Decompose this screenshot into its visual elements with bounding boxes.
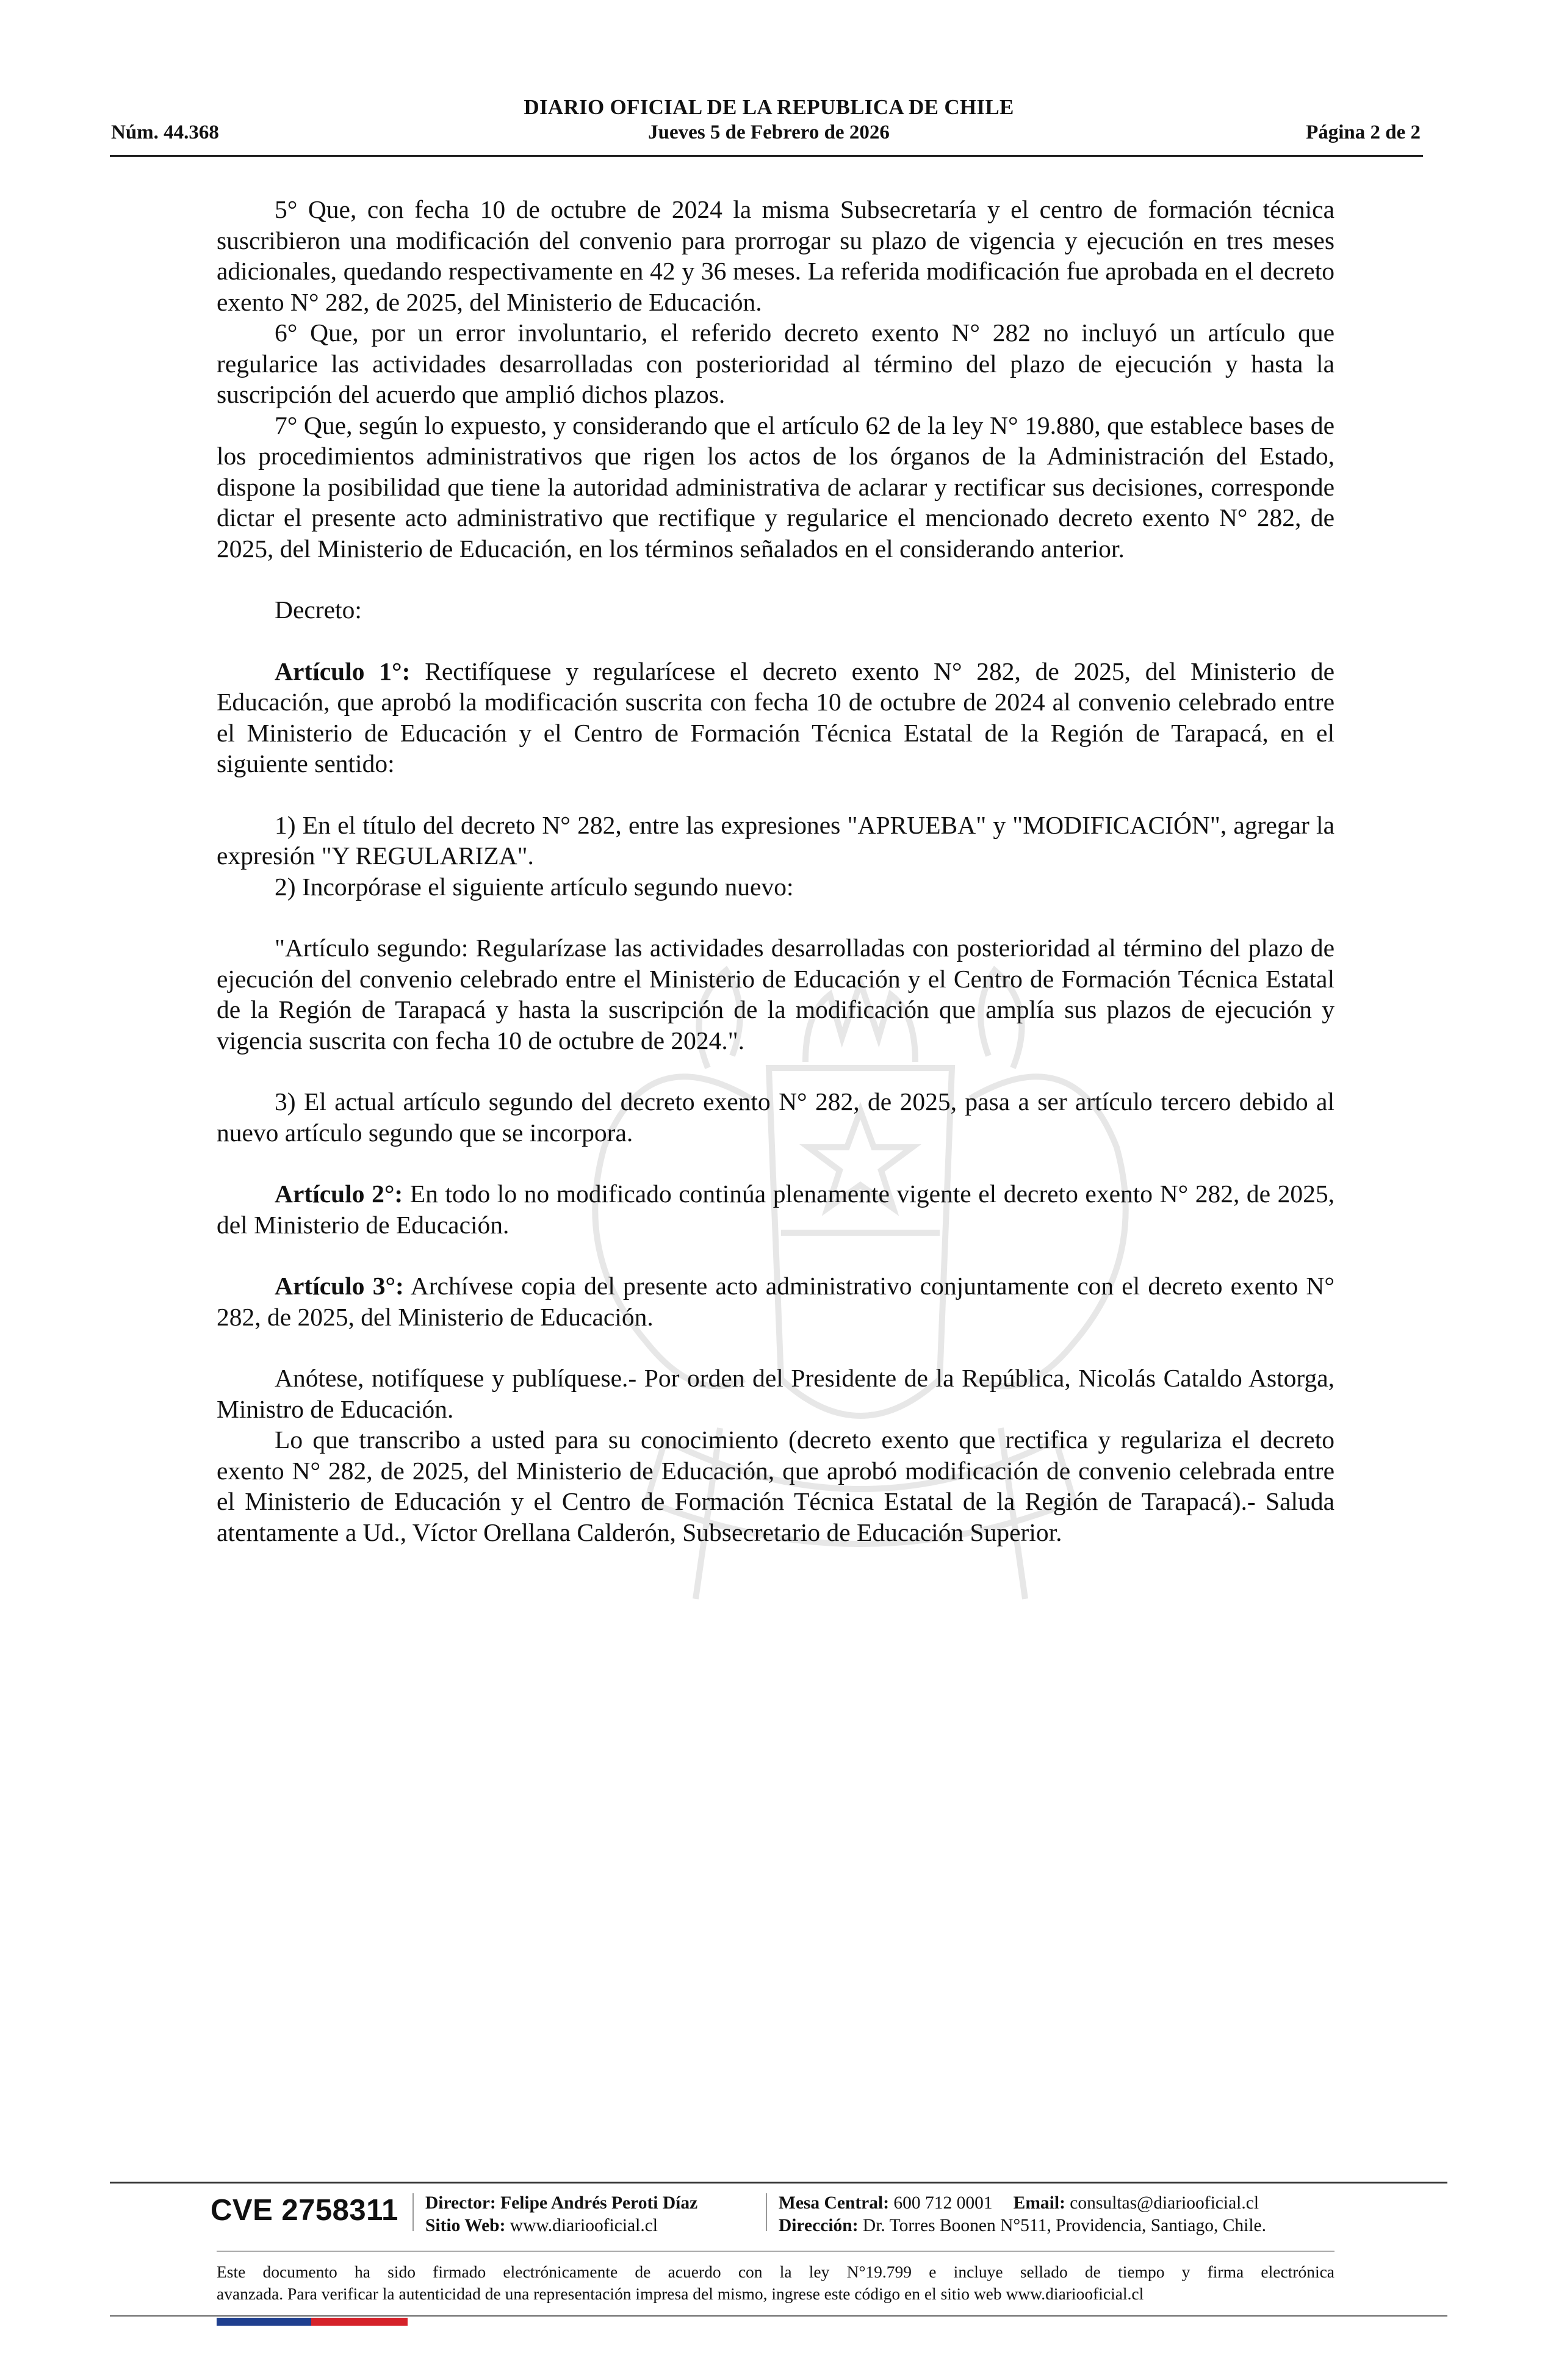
closing-transcription: Lo que transcribo a usted para su conocimiento (decreto exento que rectifica y regulariza el decreto exento N° 282, de 2025, del Ministerio de Educación, que aprobó modificación de convenio celebrada entre el Ministerio de Educación y el Centro de Formación Técnica Estatal de la Región de Tarapacá).- Saluda atentamente a Ud., Víctor Orellana Calderón, Subsecretario de Educación Superior. [217,1426,1334,1546]
signature-notice [217,2261,1334,2305]
cve-code: CVE 2758311 [211,2194,398,2227]
article-2 [217,1178,1334,1240]
footer-divider-bottom [110,2315,1447,2317]
article-1-item-3: 3) El actual artículo segundo del decreto exento N° 282, de 2025, pasa a ser artículo tercero debido al nuevo artículo segundo que se incorpora. [217,1087,1334,1147]
document-body [217,194,1334,1548]
article-1-item-2: 2) Incorpórase el siguiente artículo segundo nuevo: [275,872,794,901]
address-label: Dirección: [779,2216,859,2235]
director-label: Director: [425,2193,496,2213]
page-indicator: Página 2 de 2 [1306,121,1421,143]
footer-divider-top [110,2182,1447,2183]
article-1-label: Artículo 1°: [275,657,411,685]
email-label: Email: [1013,2193,1065,2213]
article-1-item-1: 1) En el título del decreto N° 282, entre las expresiones "APRUEBA" y "MODIFICACIÓN", agregar la expresión "Y REGULARIZA". [217,810,1334,870]
phone-number: 600 712 0001 [893,2193,993,2213]
phone-label: Mesa Central: [779,2193,890,2213]
footer-separator [766,2193,767,2231]
considerando-6: 6° Que, por un error involuntario, el referido decreto exento N° 282 no incluyó un artículo que regularice las actividades desarrolladas con posterioridad al término del plazo de ejecución y hasta la suscripción del acuerdo que amplió dichos plazos. [217,319,1334,408]
article-segundo-quote: "Artículo segundo: Regularízase las actividades desarrolladas con posterioridad al término del plazo de ejecución del convenio celebrado entre el Ministerio de Educación y el Centro de Formación Técnica Estatal de la Región de Tarapacá y hasta la suscripción de la modificación que amplía sus plazos de ejecución y vigencia suscrita con fecha 10 de octubre de 2024.". [217,934,1334,1055]
decreto-heading: Decreto: [275,596,362,624]
header-divider [110,155,1423,157]
flag-stripe-red [311,2318,408,2326]
article-3-text: Archívese copia del presente acto administrativo conjuntamente con el decreto exento N° 282, de 2025, del Ministerio de Educación. [217,1272,1334,1331]
closing-order: Anótese, notifíquese y publíquese.- Por orden del Presidente de la República, Nicolás Cataldo Astorga, Ministro de Educación. [217,1364,1334,1423]
article-1 [217,656,1334,779]
footer-director-block [425,2192,697,2237]
email-address[interactable]: consultas@diariooficial.cl [1070,2193,1259,2213]
considerando-7: 7° Que, según lo expuesto, y considerando que el artículo 62 de la ley N° 19.880, que establece bases de los procedimientos administrativos que rigen los actos de los órganos de la Administración del Estado, dispone la posibilidad que tiene la autoridad administrativa de aclarar y rectificar sus decisiones, corresponde dictar el presente acto administrativo que rectifique y regularice el mencionado decreto exento N° 282, de 2025, del Ministerio de Educación, en los términos señalados en el considerando anterior. [217,411,1334,563]
signature-notice-line-2: avanzada. Para verificar la autenticidad de una representación impresa del mismo, ingrese este código en el sitio web www.diariooficial.cl [217,2284,1144,2303]
issue-number: Núm. 44.368 [111,121,219,143]
address-value: Dr. Torres Boonen N°511, Providencia, Santiago, Chile. [862,2216,1267,2235]
article-2-text: En todo lo no modificado continúa plenamente vigente el decreto exento N° 282, de 2025, del Ministerio de Educación. [217,1180,1335,1239]
considerando-5: 5° Que, con fecha 10 de octubre de 2024 la misma Subsecretaría y el centro de formación técnica suscribieron una modificación del convenio para prorrogar su plazo de vigencia y ejecución en tres meses adicionales, quedando respectivamente en 42 y 36 meses. La referida modificación fue aprobada en el decreto exento N° 282, de 2025, del Ministerio de Educación. [217,195,1334,316]
signature-notice-line-1: Este documento ha sido firmado electrónicamente de acuerdo con la ley N°19.799 e incluye sellado de tiempo y firma electrónica [217,2262,1334,2281]
flag-stripe-blue [217,2318,311,2326]
article-2-label: Artículo 2°: [275,1180,403,1208]
newspaper-title: DIARIO OFICIAL DE LA REPUBLICA DE CHILE [524,95,1014,119]
article-3 [217,1271,1334,1332]
issue-date: Jueves 5 de Febrero de 2026 [648,121,890,143]
director-name: Felipe Andrés Peroti Díaz [500,2193,698,2213]
site-label: Sitio Web: [425,2216,506,2235]
site-url[interactable]: www.diariooficial.cl [510,2216,658,2235]
footer-divider-middle [217,2251,1334,2252]
footer-contact-block [779,2192,1266,2237]
article-1-text: Rectifíquese y regularícese el decreto exento N° 282, de 2025, del Ministerio de Educación, que aprobó la modificación suscrita con fecha 10 de octubre de 2024 al convenio celebrado entre el Ministerio de Educación y el Centro de Formación Técnica Estatal de la Región de Tarapacá, en el siguiente sentido: [217,657,1334,777]
footer-separator [412,2193,414,2231]
article-3-label: Artículo 3°: [275,1272,404,1300]
